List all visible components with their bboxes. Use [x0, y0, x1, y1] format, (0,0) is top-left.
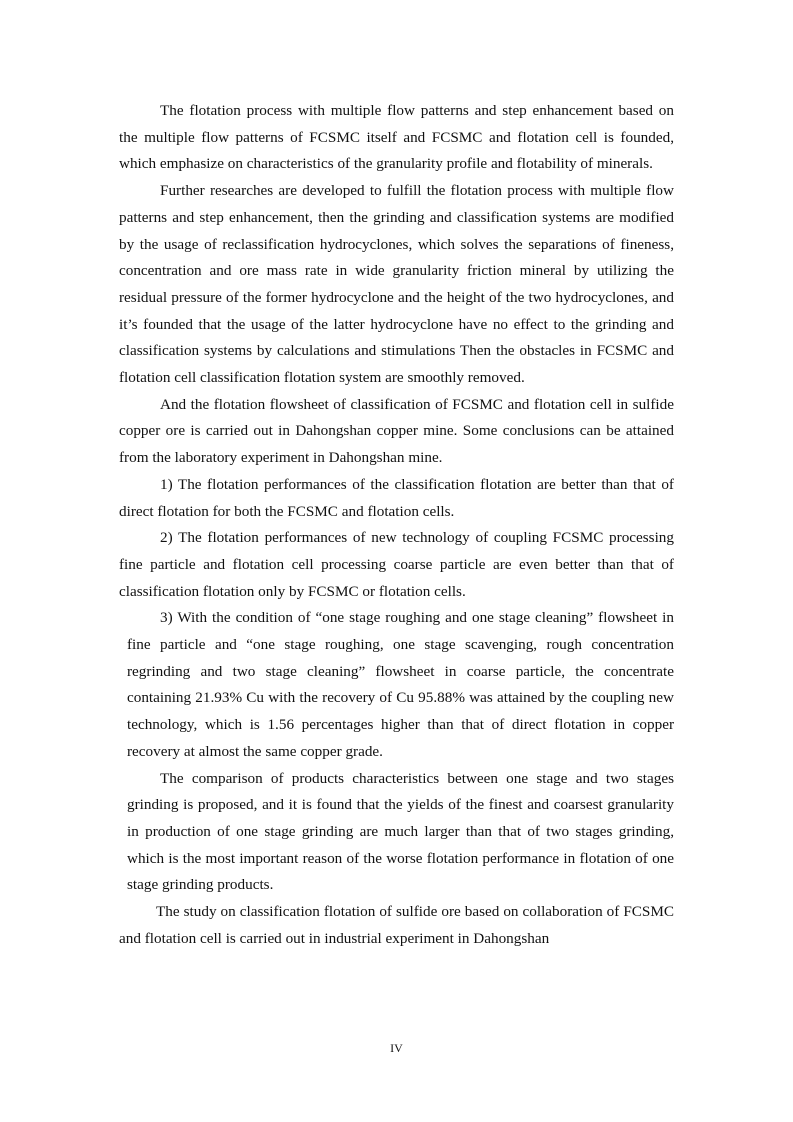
paragraph-industrial-experiment: The study on classification flotation of sulfide ore based on collaboration of FCSMC and flotation cell is carried out in industrial experiment in Dahongshan [119, 903, 674, 947]
paragraph-conclusion-3: 3) With the condition of “one stage roughing and one stage cleaning” flowsheet in fine particle and “one stage roughing, one stage scavenging, rough concentration regrinding and two stage cleaning” flowsheet in coarse particle, the concentrate containing 21.93% Cu with the recovery of Cu 95.88% was attained by the coupling new technology, which is 1.56 percentages higher than that of direct flotation in copper recovery at almost the same copper grade. [127, 609, 674, 760]
paragraph-conclusion-2: 2) The flotation performances of new technology of coupling FCSMC processing fine particle and flotation cell processing coarse particle are even better than that of classification flotation only by FCSMC or flotation cells. [119, 529, 674, 600]
abstract-body [119, 98, 674, 953]
paragraph-conclusion-1: 1) The flotation performances of the classification flotation are better than that of direct flotation for both the FCSMC and flotation cells. [119, 475, 674, 520]
paragraph-flotation-process: The flotation process with multiple flow patterns and step enhancement based on the multiple flow patterns of FCSMC itself and FCSMC and flotation cell is founded, which emphasize on characteristics of the granularity profile and flotability of minerals. [119, 102, 674, 173]
paragraph-further-researches: Further researches are developed to fulfill the flotation process with multiple flow patterns and step enhancement, then the grinding and classification systems are modified by the usage of reclassification hydrocyclones, which solves the separations of fineness, concentration and ore mass rate in wide granularity friction mineral by utilizing the residual pressure of the former hydrocyclone and the height of the two hydrocyclones, and it’s founded that the usage of the latter hydrocyclone have no effect to the grinding and classification systems by calculations and stimulations Then the obstacles in FCSMC and flotation cell classification flotation system are smoothly removed. [119, 182, 674, 387]
paragraph-flowsheet-dahongshan: And the flotation flowsheet of classification of FCSMC and flotation cell in sulfide copper ore is carried out in Dahongshan copper mine. Some conclusions can be attained from the laboratory experiment in Dahongshan mine. [119, 395, 674, 467]
paragraph-grinding-comparison: The comparison of products characteristics between one stage and two stages grinding is proposed, and it is found that the yields of the finest and coarsest granularity in production of one stage grinding are much larger than that of two stages grinding, which is the most important reason of the worse flotation performance in flotation of one stage grinding products. [127, 769, 674, 894]
page-number: IV [390, 1041, 403, 1055]
